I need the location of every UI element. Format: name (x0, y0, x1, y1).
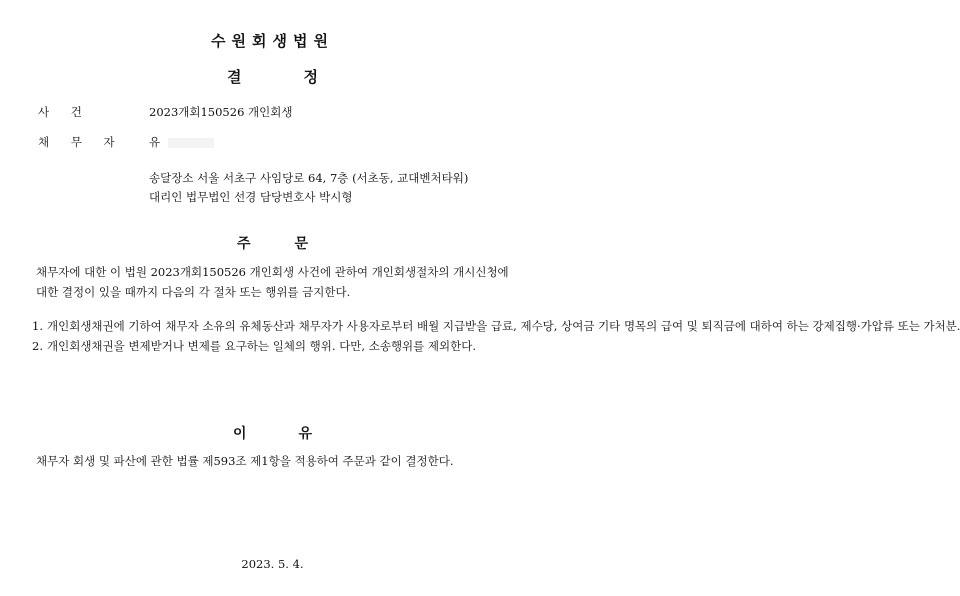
reason-heading-right: 유 (298, 426, 313, 442)
order-list (32, 317, 960, 357)
list-item-text: 개인회생채권을 변제받거나 변제를 요구하는 일체의 행위. 다만, 소송행위를 제외한다. (47, 339, 477, 353)
order-heading-left: 주 (236, 236, 251, 252)
reason-heading (0, 423, 545, 443)
list-item (32, 337, 516, 355)
document-type-right: 정 (303, 68, 318, 86)
list-item-text: 개인회생채권에 기하여 채무자 소유의 유체동산과 채무자가 사용자로부터 배월 지급받을 급료, 제수당, 상여금 기타 명목의 급여 및 퇴직금에 대하여 하는 강제집행·가압류 또는 가처분. (47, 319, 960, 333)
case-value: 2023개회150526 개인회생 (149, 105, 293, 119)
decision-date: 2023. 5. 4. (241, 557, 304, 571)
order-heading (0, 233, 545, 253)
case-label: 사 건 (38, 105, 91, 119)
reason-heading-left: 이 (232, 426, 247, 442)
list-item-number: 2. (32, 339, 43, 353)
list-item (32, 317, 960, 335)
reason-text: 채무자 회생 및 파산에 관한 법률 제593조 제1항을 적용하여 주문과 같이 결정한다. (36, 454, 454, 468)
document-type-title (0, 66, 545, 87)
list-item-number: 1. (32, 319, 43, 333)
document-type-left: 결 (227, 68, 242, 86)
debtor-label: 채 무 자 (38, 135, 124, 149)
service-address: 송달장소 서울 서초구 사임당로 64, 7층 (서초동, 교대벤처타워) (149, 171, 469, 185)
debtor-value: 유 (149, 135, 161, 149)
representative: 대리인 법무법인 선경 담당변호사 박시형 (149, 190, 353, 204)
debtor-value-row (149, 134, 214, 150)
court-name: 수원회생법원 (211, 32, 334, 50)
order-heading-right: 문 (294, 236, 309, 252)
order-intro: 채무자에 대한 이 법원 2023개회150526 개인회생 사건에 관하여 개인회생절차의 개시신청에 대한 결정이 있을 때까지 다음의 각 절차 또는 행위를 금지한다. (36, 265, 509, 299)
redaction-mask (168, 138, 214, 148)
